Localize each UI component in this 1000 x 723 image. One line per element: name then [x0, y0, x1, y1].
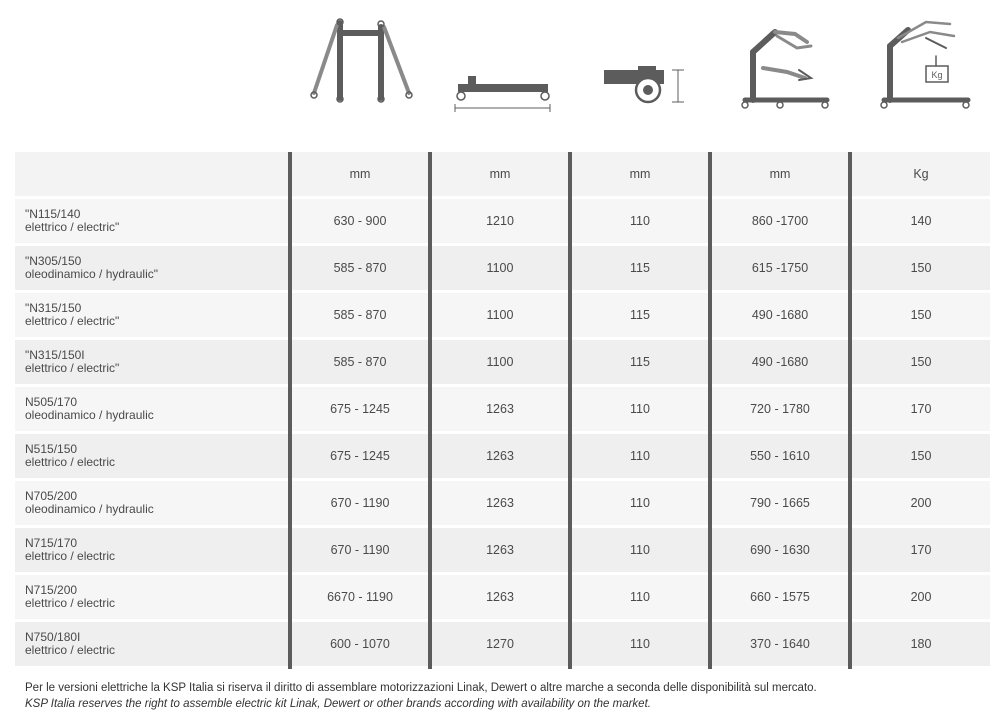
ground-clearance-cell: 110: [570, 527, 710, 574]
base-width-cell: 670 - 1190: [290, 527, 430, 574]
model-name: "N115/140: [25, 206, 81, 221]
base-width-cell: 675 - 1245: [290, 433, 430, 480]
header-cell-base-width: mm: [290, 152, 430, 198]
base-length-icon: [450, 70, 555, 115]
lifting-range-cell: 660 - 1575: [710, 574, 850, 621]
max-load-cell: 200: [850, 574, 990, 621]
header-cell-max-load: Kg: [850, 152, 990, 198]
ground-clearance-cell: 110: [570, 621, 710, 668]
lifting-range-cell: 490 -1680: [710, 292, 850, 339]
table-row: [15, 292, 990, 339]
base-length-cell: 1263: [430, 386, 570, 433]
model-name: "N305/150: [25, 253, 82, 268]
max-load-cell: 150: [850, 433, 990, 480]
base-width-cell: 6670 - 1190: [290, 574, 430, 621]
max-load-cell: 150: [850, 245, 990, 292]
model-type: oleodinamico / hydraulic: [25, 408, 154, 422]
ground-clearance-cell: 115: [570, 292, 710, 339]
model-type: elettrico / electric: [25, 455, 116, 469]
ground-clearance-cell: 115: [570, 339, 710, 386]
model-name: N715/200: [25, 582, 78, 597]
model-type: elettrico / electric: [25, 596, 116, 610]
max-load-cell: 150: [850, 292, 990, 339]
base-length-cell: 1100: [430, 339, 570, 386]
model-name: N750/180I: [25, 629, 81, 644]
ground-clearance-cell: 110: [570, 480, 710, 527]
note-italian: Per le versioni elettriche la KSP Italia si riserva il diritto di assemblare motorizzazioni Linak, Dewert o altre marche a seconda delle disponibilità sul mercato.: [25, 682, 817, 694]
lifting-range-cell: 550 - 1610: [710, 433, 850, 480]
model-type: oleodinamico / hydraulic": [25, 267, 158, 281]
model-name: N515/150: [25, 441, 78, 456]
base-width-cell: 600 - 1070: [290, 621, 430, 668]
lifting-range-cell: 370 - 1640: [710, 621, 850, 668]
model-cell: [15, 621, 290, 668]
max-load-cell: 140: [850, 198, 990, 245]
ground-clearance-icon: [600, 62, 695, 110]
base-length-cell: 1263: [430, 527, 570, 574]
base-width-cell: 585 - 870: [290, 339, 430, 386]
table-row: [15, 621, 990, 668]
model-cell: [15, 480, 290, 527]
lifting-range-cell: 615 -1750: [710, 245, 850, 292]
lifting-range-cell: 860 -1700: [710, 198, 850, 245]
table-row: [15, 480, 990, 527]
kg-icon-label: Kg: [931, 70, 943, 80]
max-load-cell: 180: [850, 621, 990, 668]
model-type: elettrico / electric": [25, 314, 120, 328]
ground-clearance-cell: 110: [570, 433, 710, 480]
base-width-cell: 630 - 900: [290, 198, 430, 245]
lifting-range-icon: [735, 12, 835, 112]
table-header: [15, 152, 990, 198]
table-row: [15, 433, 990, 480]
model-cell: [15, 292, 290, 339]
model-type: elettrico / electric": [25, 220, 120, 234]
spec-table: [15, 152, 990, 669]
model-type: elettrico / electric": [25, 361, 120, 375]
model-cell: [15, 527, 290, 574]
ground-clearance-cell: 110: [570, 198, 710, 245]
table-row: [15, 527, 990, 574]
max-load-cell: 200: [850, 480, 990, 527]
lifting-range-cell: 690 - 1630: [710, 527, 850, 574]
model-cell: [15, 245, 290, 292]
model-type: elettrico / electric: [25, 643, 116, 657]
table-row: [15, 339, 990, 386]
ground-clearance-cell: 115: [570, 245, 710, 292]
dimension-icons: [0, 0, 1000, 140]
model-name: N505/170: [25, 394, 78, 409]
max-load-cell: 150: [850, 339, 990, 386]
base-length-cell: 1270: [430, 621, 570, 668]
header-cell-ground-clearance: mm: [570, 152, 710, 198]
ground-clearance-cell: 110: [570, 386, 710, 433]
model-cell: [15, 574, 290, 621]
base-width-icon: [305, 15, 420, 105]
model-name: "N315/150: [25, 300, 82, 315]
model-cell: [15, 198, 290, 245]
lifting-range-cell: 790 - 1665: [710, 480, 850, 527]
max-load-icon: [878, 12, 978, 112]
model-name: "N315/150I: [25, 347, 85, 362]
model-cell: [15, 339, 290, 386]
max-load-cell: 170: [850, 386, 990, 433]
model-cell: [15, 386, 290, 433]
base-width-cell: 585 - 870: [290, 245, 430, 292]
model-cell: [15, 433, 290, 480]
header-cell-model: [15, 152, 290, 198]
model-name: N705/200: [25, 488, 78, 503]
lifting-range-cell: 490 -1680: [710, 339, 850, 386]
header-cell-lifting-range: mm: [710, 152, 850, 198]
base-length-cell: 1263: [430, 574, 570, 621]
base-width-cell: 675 - 1245: [290, 386, 430, 433]
note-english: KSP Italia reserves the right to assemble electric kit Linak, Dewert or other brands according with availability on the market.: [25, 698, 651, 710]
table-row: [15, 386, 990, 433]
base-length-cell: 1210: [430, 198, 570, 245]
base-width-cell: 585 - 870: [290, 292, 430, 339]
base-length-cell: 1263: [430, 433, 570, 480]
table-row: [15, 574, 990, 621]
header-cell-base-length: mm: [430, 152, 570, 198]
base-length-cell: 1100: [430, 292, 570, 339]
model-name: N715/170: [25, 535, 78, 550]
ground-clearance-cell: 110: [570, 574, 710, 621]
model-type: oleodinamico / hydraulic: [25, 502, 154, 516]
base-width-cell: 670 - 1190: [290, 480, 430, 527]
footnotes: [25, 680, 817, 712]
base-length-cell: 1100: [430, 245, 570, 292]
base-length-cell: 1263: [430, 480, 570, 527]
table-row: [15, 198, 990, 245]
lifting-range-cell: 720 - 1780: [710, 386, 850, 433]
max-load-cell: 170: [850, 527, 990, 574]
table-row: [15, 245, 990, 292]
model-type: elettrico / electric: [25, 549, 116, 563]
